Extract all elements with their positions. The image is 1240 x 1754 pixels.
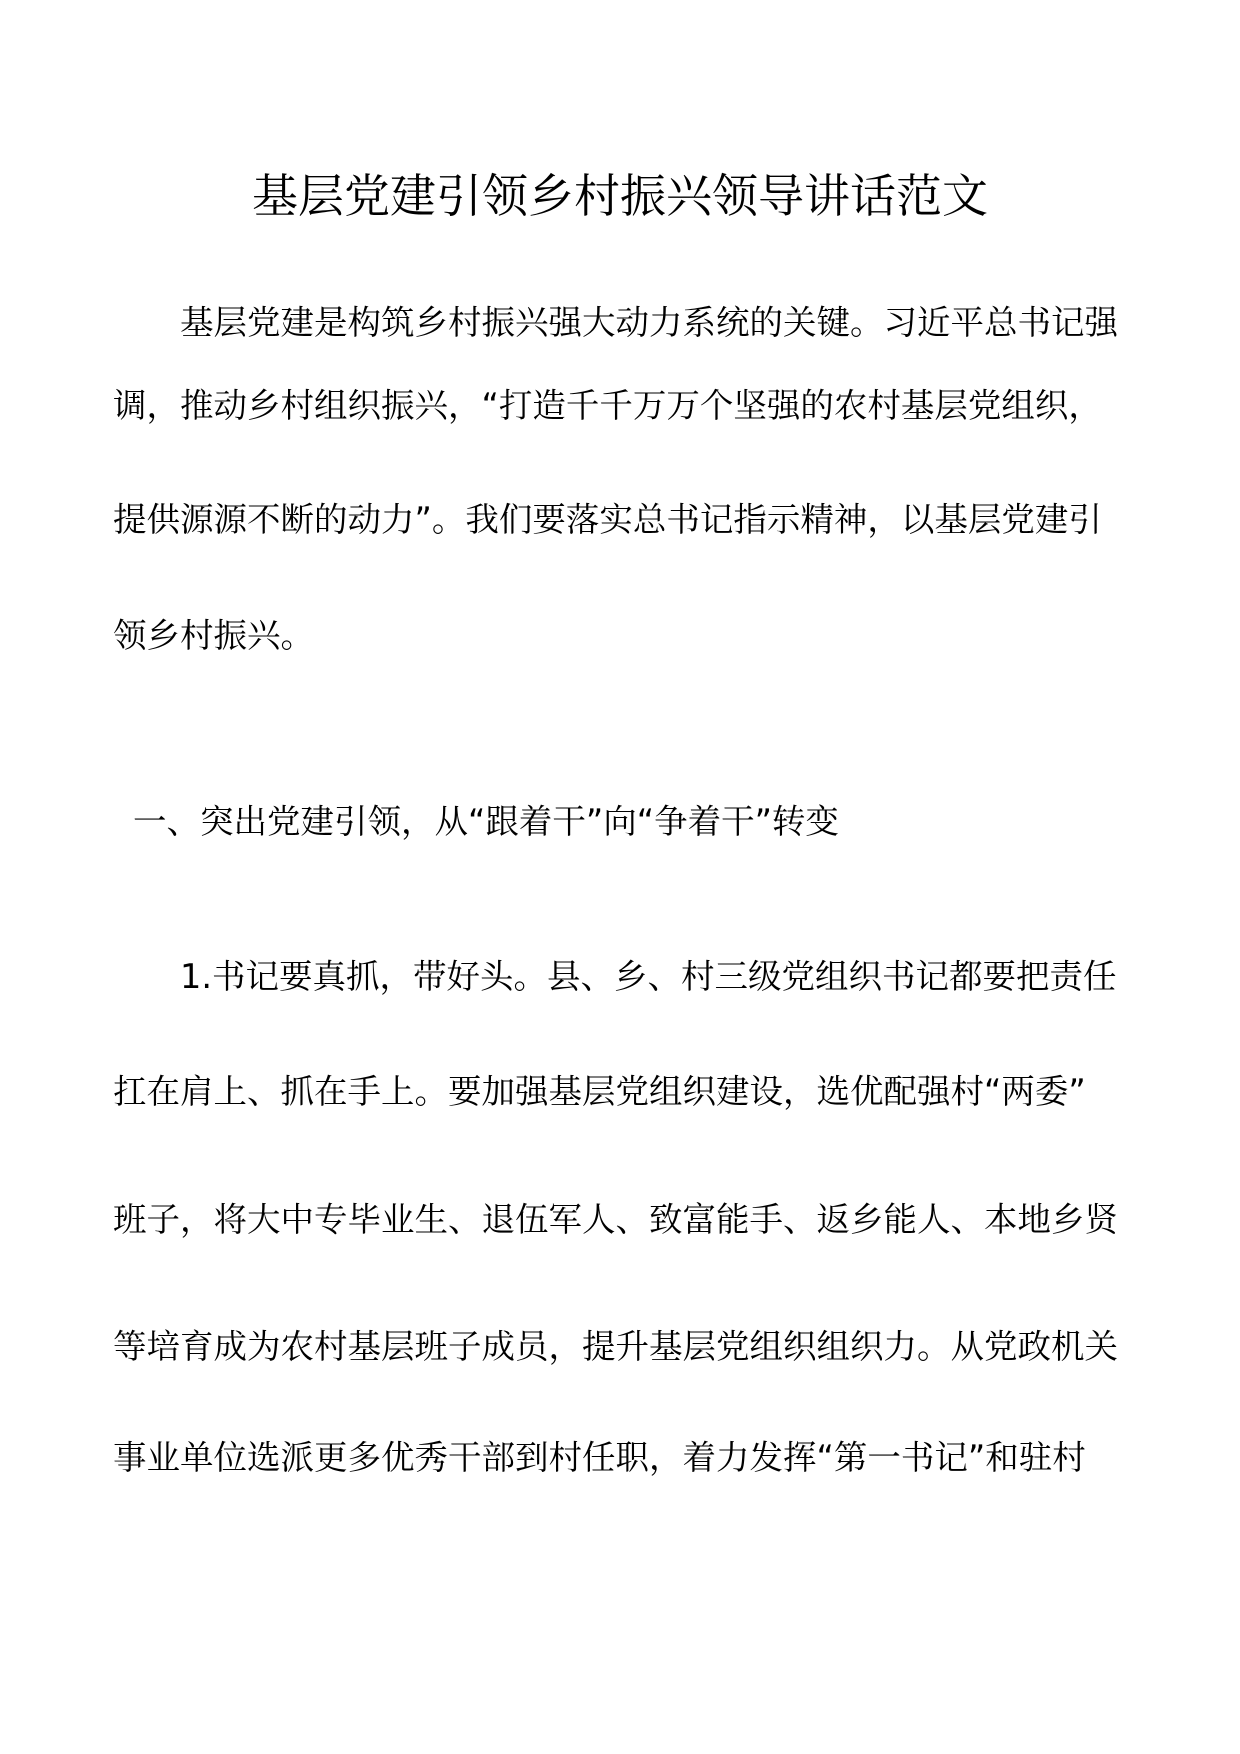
intro-line-2: 调，推动乡村组织振兴，“打造千千万万个坚强的农村基层党组织， [113,386,1102,425]
point1-line-2: 扛在肩上、抓在手上。要加强基层党组织建设，选优配强村“两委” [113,1072,1086,1111]
intro-line-4: 领乡村振兴。 [113,616,314,655]
point1-line-4: 等培育成为农村基层班子成员，提升基层党组织组织力。从党政机关 [113,1327,1118,1366]
intro-line-3: 提供源源不断的动力”。我们要落实总书记指示精神，以基层党建引 [113,500,1102,539]
intro-line-1: 基层党建是构筑乡村振兴强大动力系统的关键。习近平总书记强 [180,303,1118,342]
section-heading: 一、突出党建引领，从“跟着干”向“争着干”转变 [133,802,839,841]
point1-line-5: 事业单位选派更多优秀干部到村任职，着力发挥“第一书记”和驻村 [113,1438,1086,1477]
document-title: 基层党建引领乡村振兴领导讲话范文 [252,169,988,223]
point1-line-1: 1.书记要真抓，带好头。县、乡、村三级党组织书记都要把责任 [180,957,1117,996]
point1-line-3: 班子，将大中专毕业生、退伍军人、致富能手、返乡能人、本地乡贤 [113,1200,1118,1239]
